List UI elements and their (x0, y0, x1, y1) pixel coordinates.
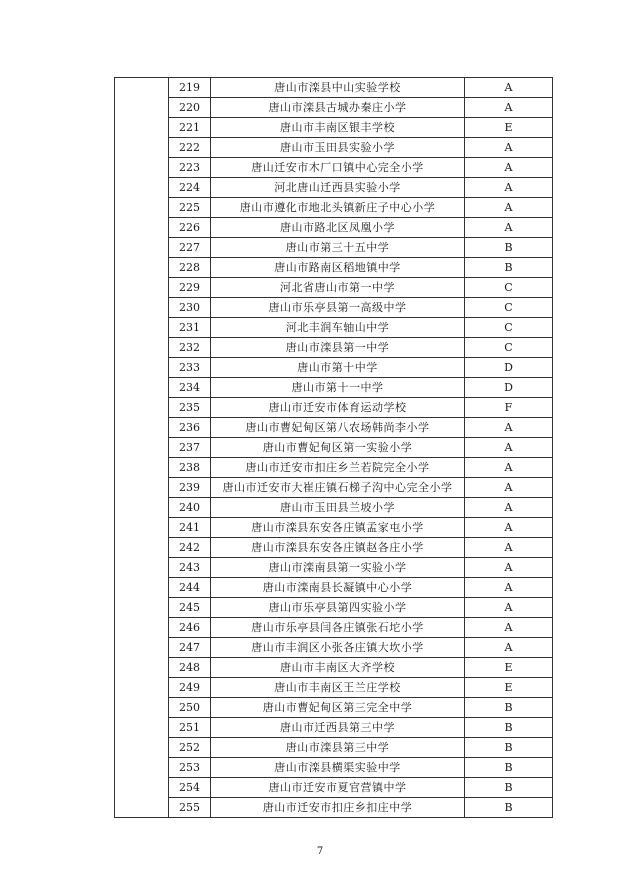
grade: B (465, 758, 553, 778)
row-number: 246 (169, 618, 211, 638)
grade: B (465, 718, 553, 738)
grade: A (465, 158, 553, 178)
school-name: 唐山市迁安市夏官营镇中学 (211, 778, 465, 798)
table-row (115, 378, 553, 398)
school-name: 唐山市路北区凤凰小学 (211, 218, 465, 238)
school-name: 唐山市迁安市扣庄乡扣庄中学 (211, 798, 465, 818)
table-row (115, 418, 553, 438)
row-number: 243 (169, 558, 211, 578)
merged-category-cell (115, 78, 169, 818)
table-row (115, 118, 553, 138)
table-row (115, 758, 553, 778)
table-row (115, 498, 553, 518)
school-name: 唐山市曹妃甸区第一实验小学 (211, 438, 465, 458)
row-number: 238 (169, 458, 211, 478)
school-name: 唐山市玉田县兰坡小学 (211, 498, 465, 518)
grade: A (465, 198, 553, 218)
grade: B (465, 258, 553, 278)
table-row (115, 218, 553, 238)
table-row (115, 798, 553, 818)
table-row (115, 178, 553, 198)
table-row (115, 738, 553, 758)
table-row (115, 158, 553, 178)
school-name: 河北省唐山市第一中学 (211, 278, 465, 298)
table-row (115, 778, 553, 798)
grade: A (465, 418, 553, 438)
row-number: 227 (169, 238, 211, 258)
grade: A (465, 98, 553, 118)
row-number: 228 (169, 258, 211, 278)
table-row (115, 138, 553, 158)
row-number: 232 (169, 338, 211, 358)
table-row (115, 98, 553, 118)
grade: C (465, 278, 553, 298)
school-name: 唐山市滦县第一中学 (211, 338, 465, 358)
row-number: 237 (169, 438, 211, 458)
school-name: 唐山迁安市木厂口镇中心完全小学 (211, 158, 465, 178)
table-row (115, 338, 553, 358)
school-name: 唐山市迁安市扣庄乡兰若院完全小学 (211, 458, 465, 478)
grade: A (465, 458, 553, 478)
school-name: 唐山市乐亭县闫各庄镇张石坨小学 (211, 618, 465, 638)
table-row (115, 518, 553, 538)
school-name: 唐山市迁安市体育运动学校 (211, 398, 465, 418)
grade: A (465, 138, 553, 158)
row-number: 252 (169, 738, 211, 758)
table-row (115, 558, 553, 578)
school-name: 唐山市丰南区银丰学校 (211, 118, 465, 138)
school-name: 唐山市丰南区大齐学校 (211, 658, 465, 678)
page-number: 7 (316, 846, 324, 857)
grade: E (465, 658, 553, 678)
table-row (115, 578, 553, 598)
row-number: 241 (169, 518, 211, 538)
row-number: 234 (169, 378, 211, 398)
grade: B (465, 798, 553, 818)
row-number: 248 (169, 658, 211, 678)
row-number: 223 (169, 158, 211, 178)
school-name: 唐山市滦县东安各庄镇赵各庄小学 (211, 538, 465, 558)
row-number: 220 (169, 98, 211, 118)
row-number: 219 (169, 78, 211, 98)
school-name: 唐山市第十中学 (211, 358, 465, 378)
grade: B (465, 738, 553, 758)
table-body (115, 78, 553, 818)
school-name: 唐山市滦南县第一实验小学 (211, 558, 465, 578)
row-number: 230 (169, 298, 211, 318)
school-name: 唐山市滦南县长凝镇中心小学 (211, 578, 465, 598)
table-row (115, 478, 553, 498)
row-number: 251 (169, 718, 211, 738)
school-name: 唐山市曹妃甸区第八农场韩尚李小学 (211, 418, 465, 438)
grade: C (465, 318, 553, 338)
row-number: 235 (169, 398, 211, 418)
table-row (115, 438, 553, 458)
row-number: 255 (169, 798, 211, 818)
table-row (115, 78, 553, 98)
school-name: 唐山市滦县中山实验学校 (211, 78, 465, 98)
table-row (115, 238, 553, 258)
grade: A (465, 498, 553, 518)
grade: D (465, 358, 553, 378)
table-row (115, 638, 553, 658)
grade: A (465, 538, 553, 558)
grade: A (465, 178, 553, 198)
school-name: 唐山市乐亭县第四实验小学 (211, 598, 465, 618)
table-row (115, 298, 553, 318)
school-name: 唐山市丰南区王兰庄学校 (211, 678, 465, 698)
grade: A (465, 478, 553, 498)
school-name: 唐山市玉田县实验小学 (211, 138, 465, 158)
row-number: 233 (169, 358, 211, 378)
school-list-table (114, 77, 553, 818)
grade: D (465, 378, 553, 398)
school-name: 唐山市第十一中学 (211, 378, 465, 398)
grade: A (465, 518, 553, 538)
row-number: 249 (169, 678, 211, 698)
row-number: 224 (169, 178, 211, 198)
table-row (115, 258, 553, 278)
row-number: 254 (169, 778, 211, 798)
grade: A (465, 578, 553, 598)
grade: A (465, 618, 553, 638)
grade: A (465, 438, 553, 458)
table-row (115, 618, 553, 638)
table-row (115, 698, 553, 718)
school-name: 唐山市滦县古城办秦庄小学 (211, 98, 465, 118)
row-number: 239 (169, 478, 211, 498)
school-name: 唐山市迁西县第三中学 (211, 718, 465, 738)
school-name: 河北丰润车轴山中学 (211, 318, 465, 338)
table-row (115, 358, 553, 378)
grade: A (465, 78, 553, 98)
table-row (115, 598, 553, 618)
row-number: 244 (169, 578, 211, 598)
table-row (115, 538, 553, 558)
row-number: 253 (169, 758, 211, 778)
school-name: 唐山市丰润区小张各庄镇大坎小学 (211, 638, 465, 658)
row-number: 231 (169, 318, 211, 338)
school-name: 唐山市第三十五中学 (211, 238, 465, 258)
school-name: 唐山市路南区稻地镇中学 (211, 258, 465, 278)
row-number: 226 (169, 218, 211, 238)
table-row (115, 398, 553, 418)
table-row (115, 678, 553, 698)
grade: A (465, 218, 553, 238)
school-name: 河北唐山迁西县实验小学 (211, 178, 465, 198)
grade: B (465, 238, 553, 258)
row-number: 247 (169, 638, 211, 658)
grade: E (465, 678, 553, 698)
grade: B (465, 778, 553, 798)
grade: F (465, 398, 553, 418)
row-number: 221 (169, 118, 211, 138)
grade: E (465, 118, 553, 138)
school-name: 唐山市迁安市大崔庄镇石梯子沟中心完全小学 (211, 478, 465, 498)
table-row (115, 198, 553, 218)
school-name: 唐山市乐亭县第一高级中学 (211, 298, 465, 318)
grade: C (465, 298, 553, 318)
grade: A (465, 598, 553, 618)
table-row (115, 458, 553, 478)
grade: C (465, 338, 553, 358)
row-number: 242 (169, 538, 211, 558)
row-number: 229 (169, 278, 211, 298)
table-row (115, 718, 553, 738)
school-name: 唐山市滦县第三中学 (211, 738, 465, 758)
table-row (115, 658, 553, 678)
grade: A (465, 638, 553, 658)
school-name: 唐山市遵化市地北头镇新庄子中心小学 (211, 198, 465, 218)
school-name: 唐山市滦县横渠实验中学 (211, 758, 465, 778)
school-name: 唐山市曹妃甸区第三完全中学 (211, 698, 465, 718)
row-number: 236 (169, 418, 211, 438)
row-number: 245 (169, 598, 211, 618)
row-number: 225 (169, 198, 211, 218)
table-row (115, 318, 553, 338)
grade: A (465, 558, 553, 578)
row-number: 222 (169, 138, 211, 158)
table-row (115, 278, 553, 298)
grade: B (465, 698, 553, 718)
school-name: 唐山市滦县东安各庄镇孟家屯小学 (211, 518, 465, 538)
row-number: 240 (169, 498, 211, 518)
row-number: 250 (169, 698, 211, 718)
